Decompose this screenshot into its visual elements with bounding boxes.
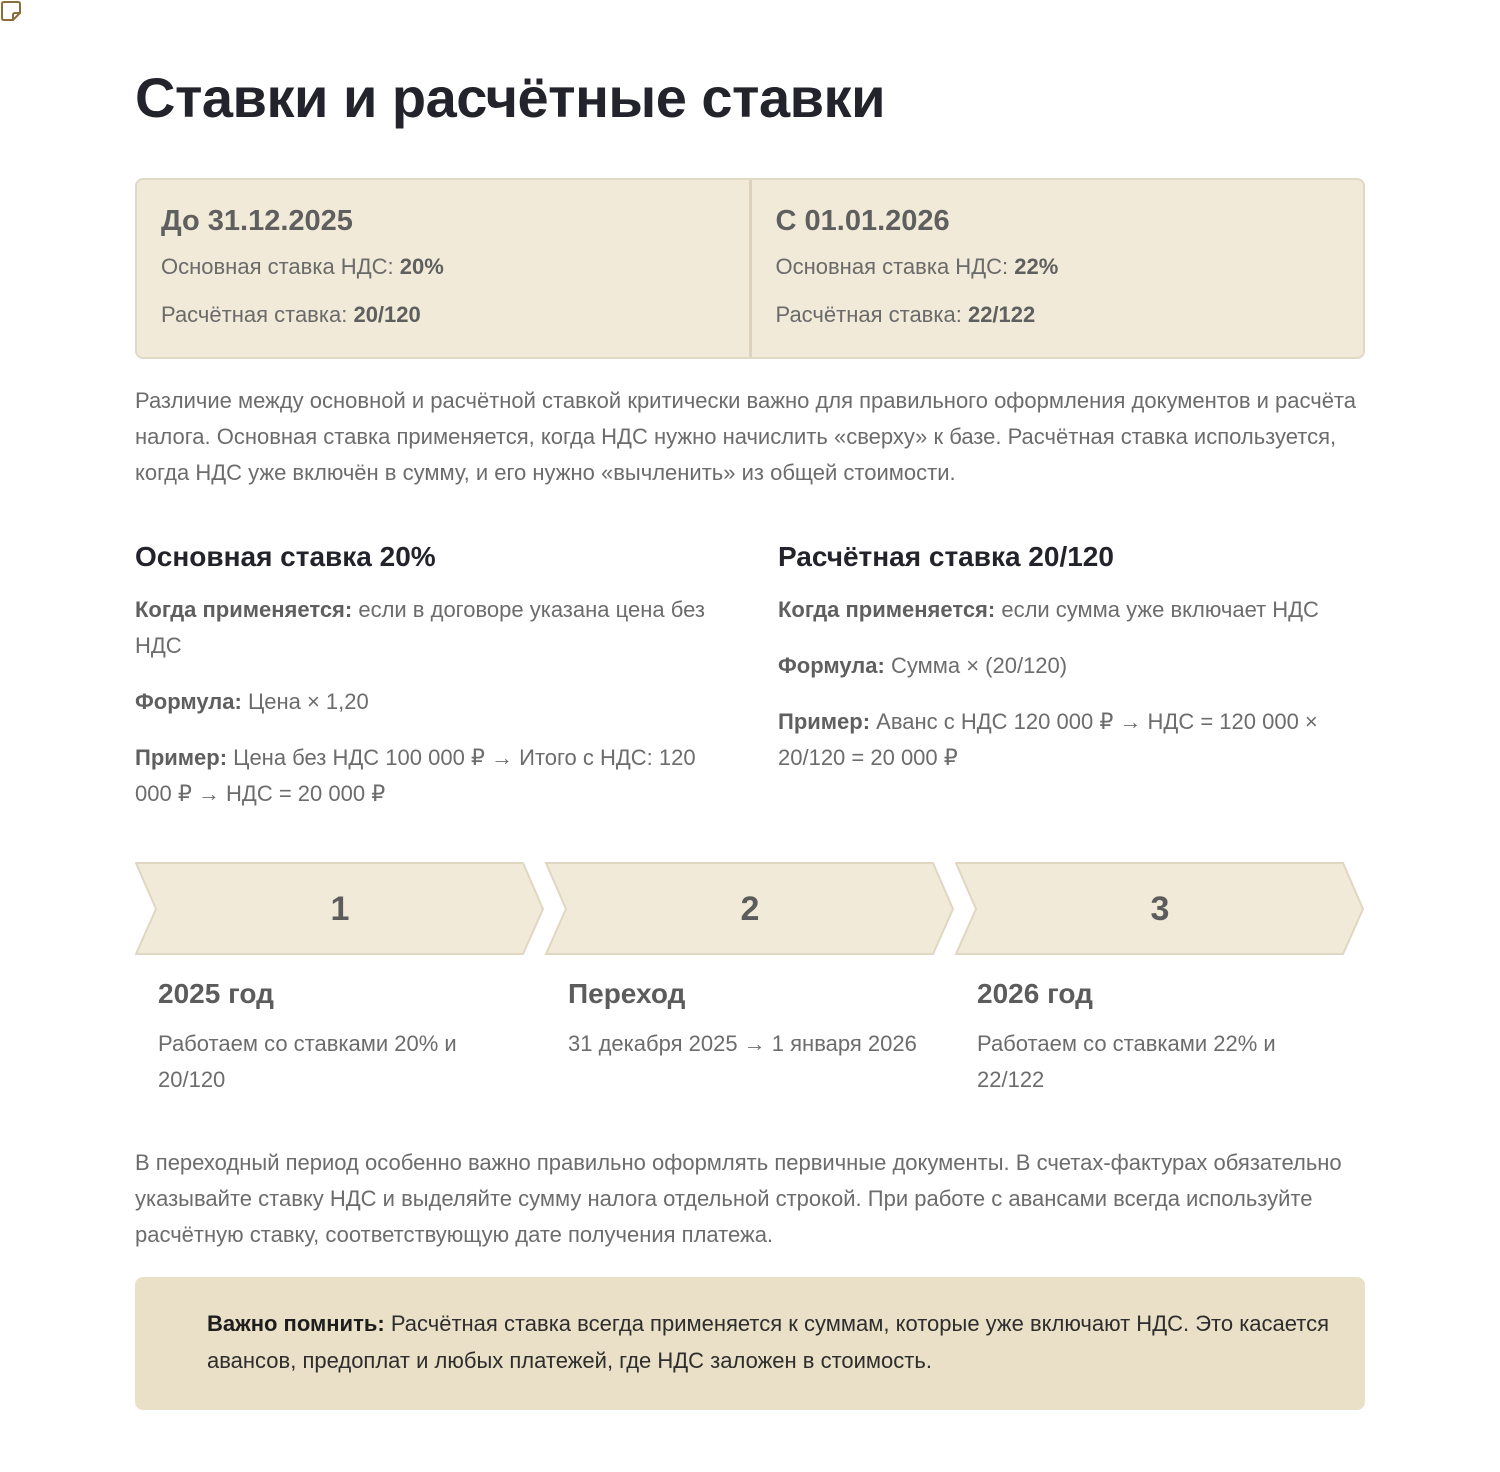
page-title: Ставки и расчётные ставки: [135, 66, 886, 129]
rate-after-heading: С 01.01.2026: [775, 205, 950, 237]
example-label: Пример:: [135, 745, 228, 770]
step-info-2: [568, 972, 928, 1062]
note-icon: [0, 0, 22, 22]
callout-text: Расчётная ставка всегда применяется к суммам, которые уже включают НДС. Это касается авансов, предоплат и любых платежей, где НДС заложен в стоимость.: [207, 1311, 1330, 1373]
rate-base-label: Основная ставка НДС:: [775, 254, 1009, 279]
base-rate-example: [135, 740, 738, 812]
step-info-1: [158, 972, 518, 1098]
example-label: Пример:: [778, 709, 871, 734]
when-label: Когда применяется:: [135, 597, 353, 622]
step-number: 3: [1150, 890, 1170, 928]
rate-base-label: Основная ставка НДС:: [161, 254, 394, 279]
rate-before-column: [137, 180, 749, 357]
calc-rate-heading: Расчётная ставка 20/120: [778, 541, 1114, 572]
rate-after-calc: [776, 300, 1340, 330]
calc-rate-when: [778, 592, 1365, 628]
base-rate-column: [135, 536, 778, 832]
intro-paragraph: Различие между основной и расчётной ставкой критически важно для правильного оформления документов и расчёта налога. Основная ставка применяется, когда НДС нужно начислить «сверху» к базе. Расчётная ставка используется, когда НДС уже включён в сумму, и его нужно «вычленить» из общей стоимости.: [135, 388, 1356, 485]
step-text: Работаем со ставками 20% и 20/120: [158, 1031, 457, 1092]
rate-comparison-panel: [135, 178, 1365, 359]
rate-after-column: [749, 180, 1364, 357]
when-text: если в договоре указана цена без НДС: [135, 597, 705, 658]
formula-label: Формула:: [135, 689, 242, 714]
rate-before-calc: [161, 300, 725, 330]
rate-base-value: 22%: [1014, 254, 1059, 279]
step-title: 2025 год: [158, 978, 274, 1009]
base-rate-when: [135, 592, 738, 664]
formula-label: Формула:: [778, 653, 885, 678]
timeline-steps: [135, 862, 1365, 956]
calc-rate-column: [778, 536, 1365, 832]
calc-rate-example: [778, 704, 1365, 776]
step-title: 2026 год: [977, 978, 1093, 1009]
rate-explanation-columns: [135, 536, 1365, 832]
step-text: 31 декабря 2025 → 1 января 2026: [568, 1031, 917, 1056]
example-text: Аванс с НДС 120 000 ₽ → НДС = 120 000 × 20/120 = 20 000 ₽: [778, 709, 1318, 770]
step-number: 1: [330, 890, 350, 928]
calc-rate-formula: [778, 648, 1365, 684]
callout-label: Важно помнить:: [207, 1311, 385, 1336]
rate-before-heading: До 31.12.2025: [161, 205, 353, 237]
step-info-3: [977, 972, 1337, 1098]
step-title: Переход: [568, 978, 686, 1009]
formula-text: Сумма × (20/120): [884, 653, 1068, 678]
rate-after-base: [776, 252, 1340, 282]
step-number: 2: [740, 890, 760, 928]
when-text: если сумма уже включает НДС: [995, 597, 1319, 622]
formula-text: Цена × 1,20: [241, 689, 369, 714]
rate-before-base: [161, 252, 725, 282]
rate-base-value: 20%: [399, 254, 444, 279]
rate-calc-label: Расчётная ставка:: [775, 302, 962, 327]
step-text: Работаем со ставками 22% и 22/122: [977, 1031, 1276, 1092]
transition-paragraph: В переходный период особенно важно правильно оформлять первичные документы. В счетах-фактурах обязательно указывайте ставку НДС и выделяйте сумму налога отдельной строкой. При работе с авансами всегда используйте расчётную ставку, соответствующую дате получения платежа.: [135, 1150, 1342, 1247]
rate-calc-value: 20/120: [353, 302, 421, 327]
rate-calc-label: Расчётная ставка:: [161, 302, 348, 327]
important-callout: [135, 1277, 1365, 1410]
when-label: Когда применяется:: [778, 597, 996, 622]
rate-calc-value: 22/122: [967, 302, 1036, 327]
base-rate-formula: [135, 684, 738, 720]
example-text: Цена без НДС 100 000 ₽ → Итого с НДС: 120 000 ₽ → НДС = 20 000 ₽: [135, 745, 696, 806]
base-rate-heading: Основная ставка 20%: [135, 541, 436, 572]
